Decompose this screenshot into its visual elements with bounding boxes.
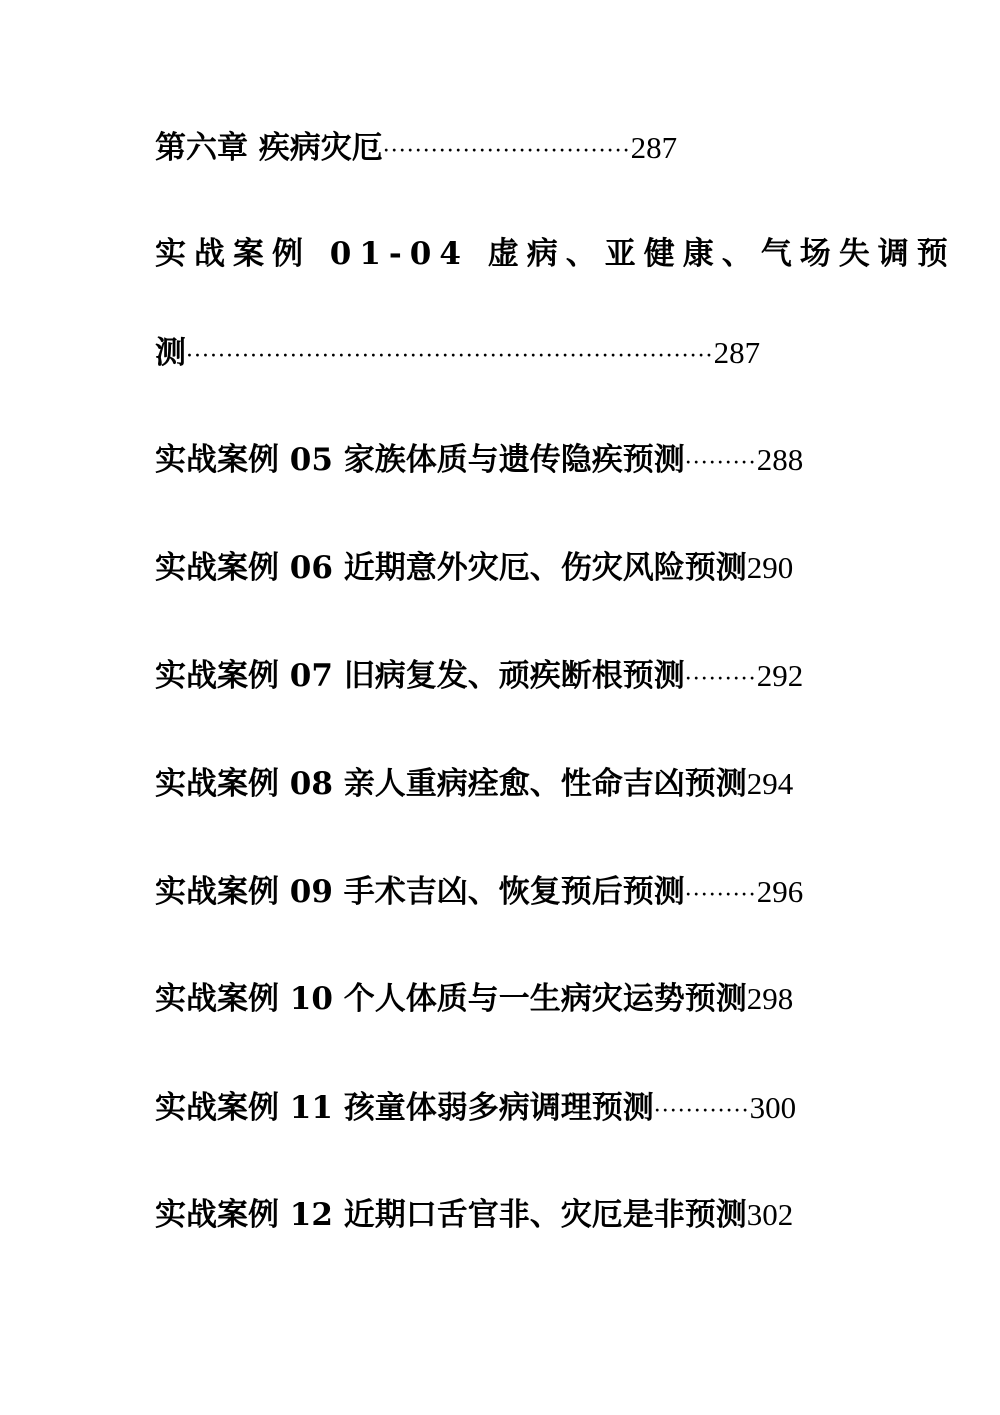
toc-entry-title: 测 (155, 335, 186, 371)
toc-leader-dots: ········· (684, 883, 757, 908)
toc-entry-case-05[interactable] (155, 438, 803, 482)
toc-entry-title: 实战案例 11 孩童体弱多病调理预测 (155, 1090, 654, 1126)
toc-leader-dots: ········· (684, 451, 757, 476)
toc-leader-dots: ········· (684, 667, 757, 692)
toc-entry-chapter-6[interactable] (155, 126, 677, 170)
toc-entry-case-01-04-continued[interactable] (155, 331, 760, 375)
toc-page-number: 298 (746, 981, 794, 1016)
toc-entry-title: 实战案例 10 个人体质与一生病灾运势预测 (155, 981, 747, 1017)
toc-page-number: 287 (630, 130, 678, 165)
toc-entry-case-01-04[interactable] (155, 232, 956, 276)
toc-entry-case-12[interactable] (155, 1193, 793, 1237)
toc-page-number: 300 (749, 1090, 797, 1125)
toc-entry-title: 实战案例 01-04 虚病、亚健康、气场失调预 (155, 236, 956, 272)
toc-leader-dots: ······························· (382, 139, 631, 164)
toc-page-number: 296 (756, 874, 804, 909)
toc-entry-case-08[interactable] (155, 762, 793, 806)
toc-leader-dots: ············ (653, 1099, 750, 1124)
toc-entry-case-07[interactable] (155, 654, 803, 698)
toc-entry-title: 实战案例 12 近期口舌官非、灾厄是非预测 (155, 1197, 747, 1233)
toc-entry-case-09[interactable] (155, 870, 803, 914)
toc-entry-title: 实战案例 05 家族体质与遗传隐疾预测 (155, 442, 685, 478)
toc-entry-title: 实战案例 06 近期意外灾厄、伤灾风险预测 (155, 550, 747, 586)
toc-page-number: 302 (746, 1197, 794, 1232)
toc-page-number: 290 (746, 550, 794, 585)
toc-entry-case-06[interactable] (155, 546, 793, 590)
toc-page-number: 287 (713, 335, 761, 370)
toc-entry-title: 第六章 疾病灾厄 (155, 130, 383, 166)
toc-page-number: 292 (756, 658, 804, 693)
toc-page-number: 288 (756, 442, 804, 477)
toc-page-number: 294 (746, 766, 794, 801)
toc-entry-title: 实战案例 09 手术吉凶、恢复预后预测 (155, 874, 685, 910)
toc-entry-case-11[interactable] (155, 1086, 796, 1130)
toc-entry-case-10[interactable] (155, 977, 793, 1021)
toc-leader-dots: ·································································· (186, 344, 714, 369)
toc-entry-title: 实战案例 07 旧病复发、顽疾断根预测 (155, 658, 685, 694)
toc-entry-title: 实战案例 08 亲人重病痊愈、性命吉凶预测 (155, 766, 747, 802)
